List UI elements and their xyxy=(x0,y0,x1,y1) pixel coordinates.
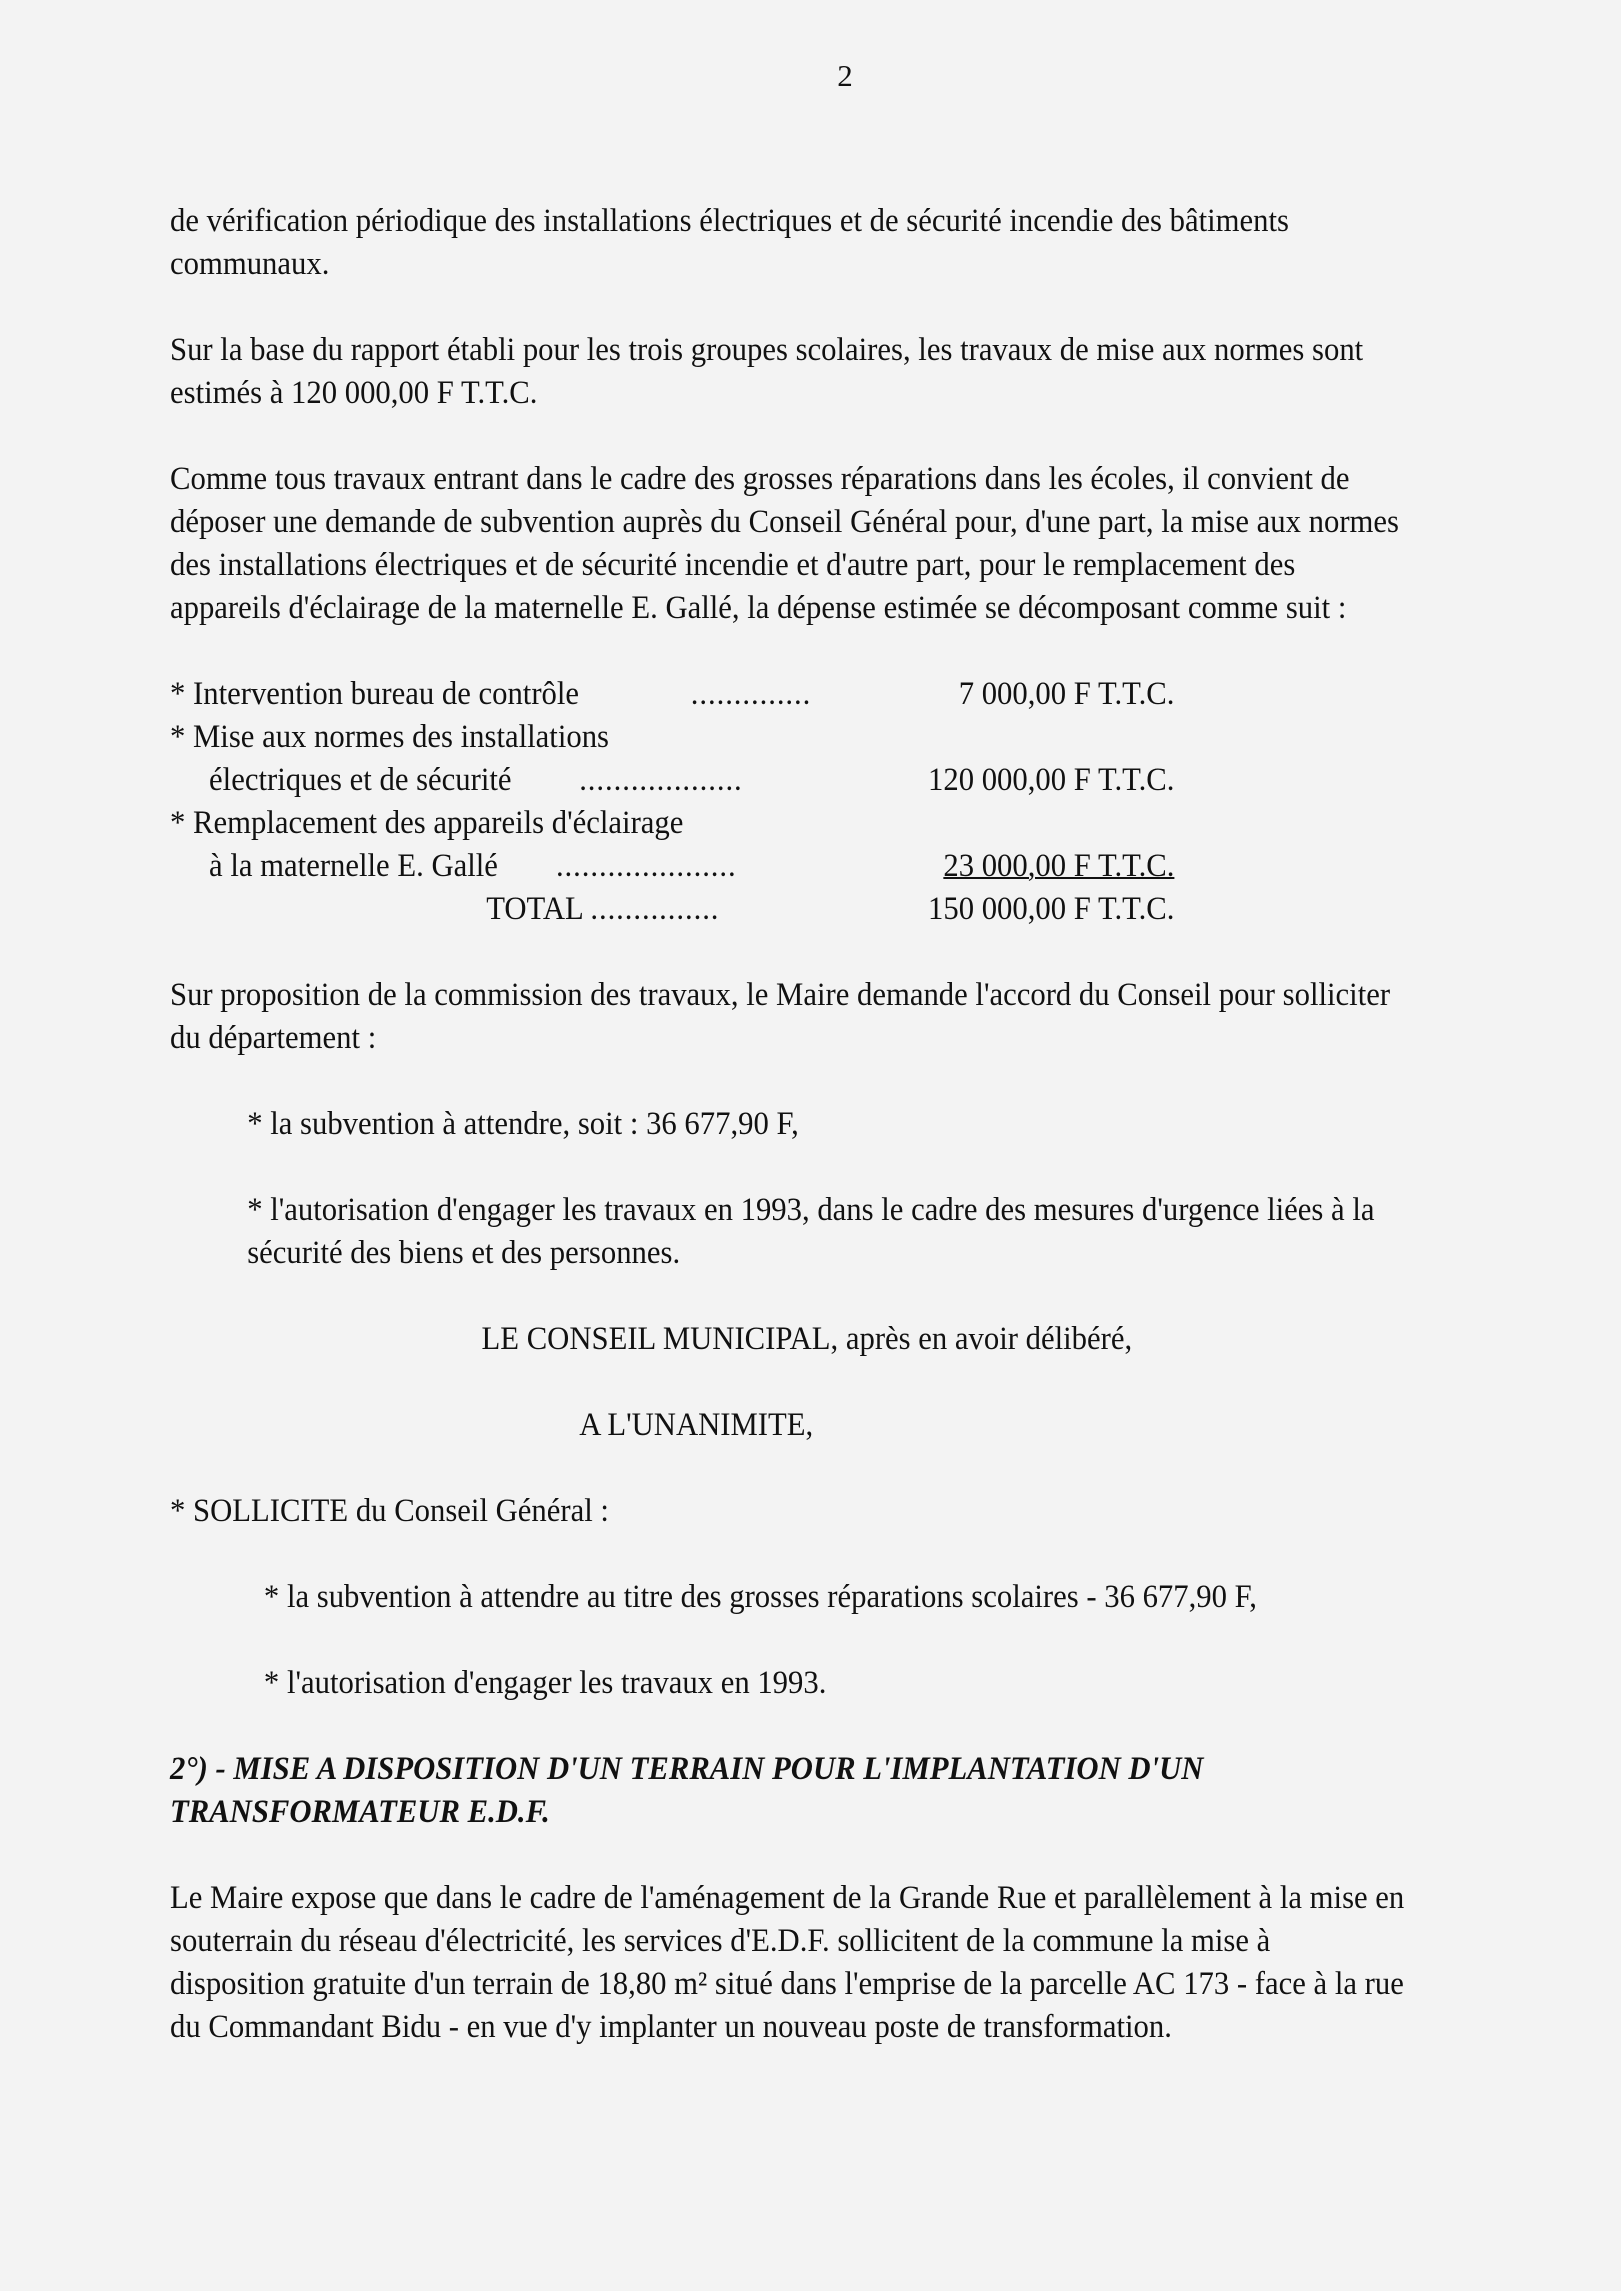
solicits-rest: du Conseil Général : xyxy=(348,1493,609,1529)
decision-item-subsidy: * la subvention à attendre au titre des grosses réparations scolaires - 36 677,90 F, xyxy=(263,1579,1257,1615)
unanimity-statement: A L'UNANIMITE, xyxy=(579,1407,814,1443)
cost-label: électriques et de sécurité xyxy=(209,762,512,798)
leader-dots: ............... xyxy=(590,891,720,927)
cost-row-norms-cont xyxy=(170,759,1407,802)
proposal-item-subsidy: * la subvention à attendre, soit : 36 677,90 F, xyxy=(247,1106,799,1142)
cost-amount: 23 000,00 F T.T.C. xyxy=(943,848,1175,884)
solicits-prefix: * xyxy=(170,1493,194,1529)
cost-row-lighting-cont xyxy=(170,845,1407,888)
total-label: TOTAL xyxy=(486,891,584,927)
cost-row-norms xyxy=(170,716,1407,759)
cost-row-total xyxy=(170,888,1407,931)
leader-dots: .............. xyxy=(690,676,812,712)
leader-dots: ..................... xyxy=(555,848,737,884)
cost-row-control xyxy=(170,673,1407,716)
section-body: Le Maire expose que dans le cadre de l'aménagement de la Grande Rue et parallèlement à la mise en souterrain du réseau d'électricité, les services d'E.D.F. sollicitent de la commune la mise à disposition gratuite d'un terrain de 18,80 m² situé dans l'emprise de la parcelle AC 173 - face à la rue du Commandant Bidu - en vue d'y implanter un nouveau poste de transformation. xyxy=(170,1880,1405,2045)
cost-amount: 120 000,00 F T.T.C. xyxy=(928,762,1175,798)
page-number: 2 xyxy=(837,58,853,93)
cost-amount: 7 000,00 F T.T.C. xyxy=(958,676,1175,712)
cost-label: * Remplacement des appareils d'éclairage xyxy=(170,805,684,841)
solicits-line xyxy=(170,1490,1407,1533)
section-heading: 2°) - MISE A DISPOSITION D'UN TERRAIN POUR L'IMPLANTATION D'UN TRANSFORMATEUR E.D.F. xyxy=(170,1751,1204,1830)
cost-row-lighting xyxy=(170,802,1407,845)
council-statement: LE CONSEIL MUNICIPAL, après en avoir délibéré, xyxy=(481,1321,1133,1357)
paragraph-estimate: Sur la base du rapport établi pour les trois groupes scolaires, les travaux de mise aux normes sont estimés à 120 000,00 F T.T.C. xyxy=(170,332,1364,411)
solicits-keyword: SOLLICITE xyxy=(193,1493,349,1529)
decision-item-authorization: * l'autorisation d'engager les travaux en 1993. xyxy=(263,1665,827,1701)
paragraph-proposal: Sur proposition de la commission des travaux, le Maire demande l'accord du Conseil pour solliciter du département : xyxy=(170,977,1391,1056)
cost-label: * Intervention bureau de contrôle xyxy=(170,676,580,712)
total-amount: 150 000,00 F T.T.C. xyxy=(928,891,1175,927)
document-body xyxy=(170,200,1407,2092)
cost-label: à la maternelle E. Gallé xyxy=(209,848,498,884)
paragraph-subsidy-request: Comme tous travaux entrant dans le cadre des grosses réparations dans les écoles, il convient de déposer une demande de subvention auprès du Conseil Général pour, d'une part, la mise aux normes des installations électriques et de sécurité incendie et d'autre part, pour le remplacement des appareils d'éclairage de la maternelle E. Gallé, la dépense estimée se décomposant comme suit : xyxy=(170,461,1399,626)
cost-label: * Mise aux normes des installations xyxy=(170,719,609,755)
cost-breakdown xyxy=(170,673,1407,931)
leader-dots: ................... xyxy=(579,762,743,798)
paragraph-verification: de vérification périodique des installations électriques et de sécurité incendie des bâtiments communaux. xyxy=(170,203,1289,282)
proposal-item-authorization: * l'autorisation d'engager les travaux en 1993, dans le cadre des mesures d'urgence liées à la sécurité des biens et des personnes. xyxy=(247,1192,1375,1271)
